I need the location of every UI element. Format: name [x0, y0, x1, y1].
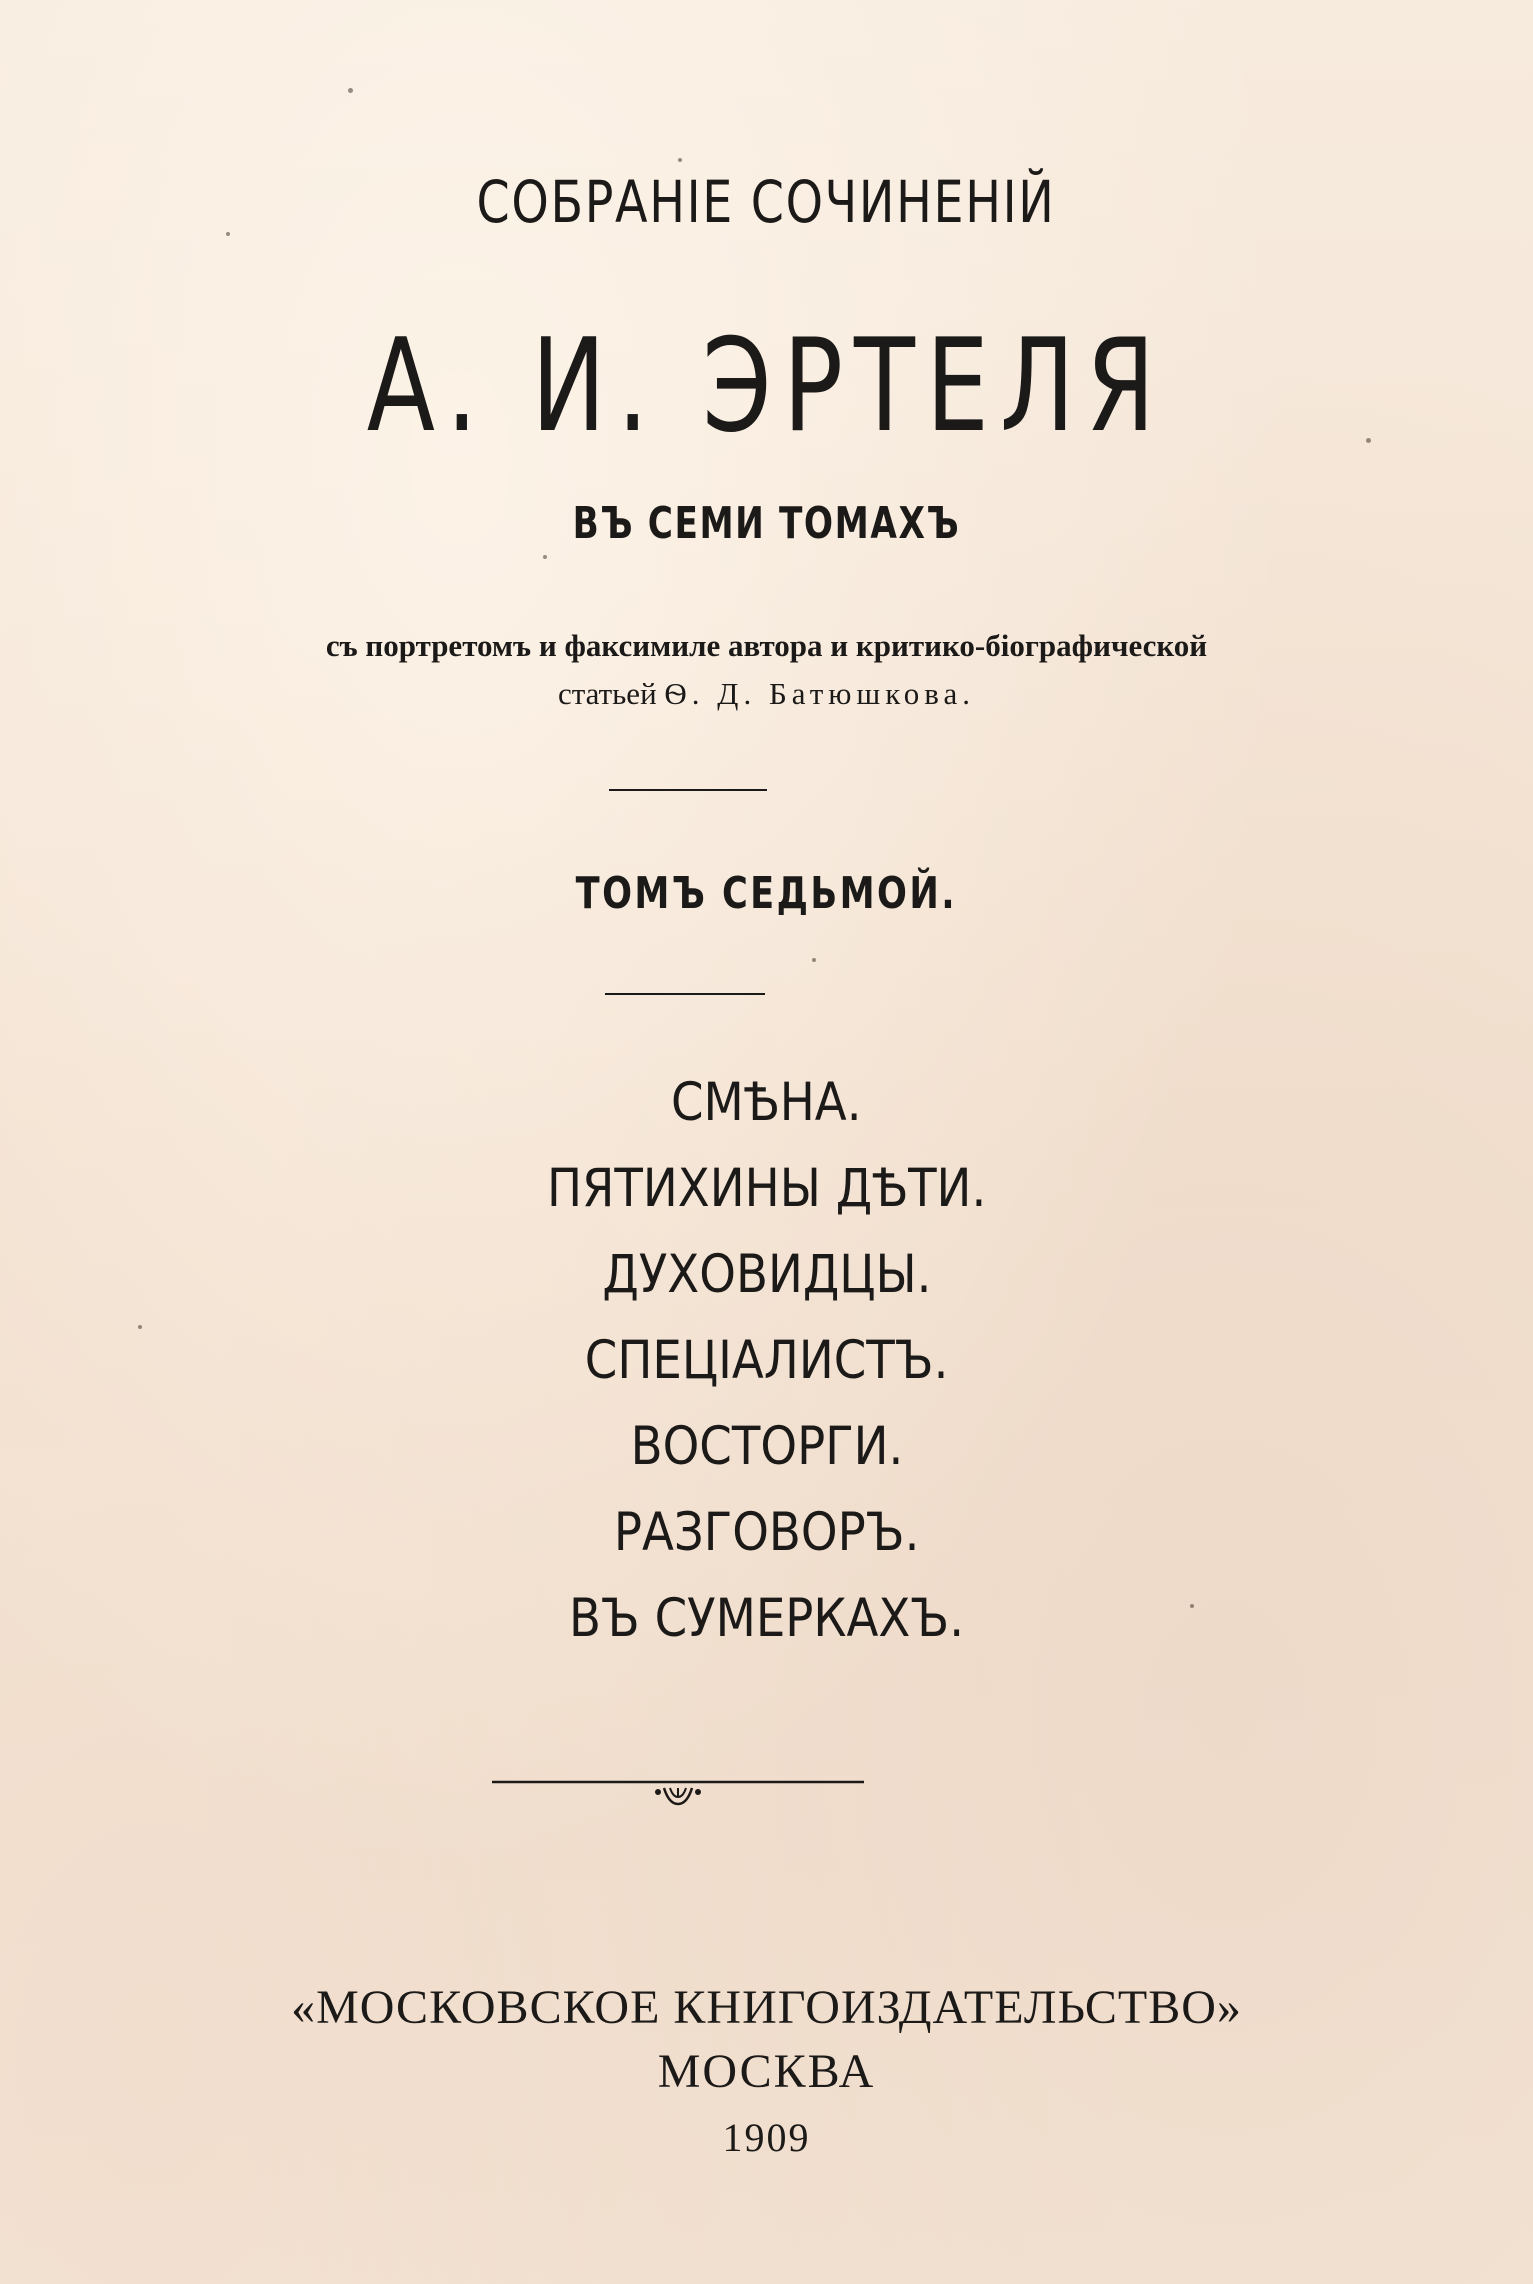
- divider-rule: [609, 789, 767, 791]
- contents-item: РАЗГОВОРЪ.: [613, 1502, 920, 1563]
- contents-item: ДУХОВИДЦЫ.: [601, 1244, 932, 1305]
- paper-speck: [812, 958, 816, 962]
- paper-speck: [678, 158, 682, 162]
- publication-city: МОСКВА: [657, 2045, 876, 2098]
- divider-rule: [605, 993, 765, 995]
- volume-label: ТОМЪ СЕДЬМОЙ.: [575, 868, 958, 919]
- paper-speck: [226, 232, 230, 236]
- contents-list: [0, 1070, 1533, 1672]
- contents-item: ВЪ СУМЕРКАХЪ.: [568, 1588, 965, 1649]
- paper-speck: [348, 88, 353, 93]
- paper-speck: [138, 1325, 142, 1329]
- publisher-name: «МОСКОВСКОЕ КНИГОИЗДАТЕЛЬСТВО»: [291, 1981, 1242, 2034]
- series-title: СОБРАНІЕ СОЧИНЕНІЙ: [477, 168, 1056, 236]
- paper-speck: [1366, 438, 1371, 443]
- publication-year: 1909: [722, 2115, 811, 2160]
- contents-item: ПЯТИХИНЫ ДѢТИ.: [546, 1158, 987, 1219]
- volumes-count: ВЪ СЕМИ ТОМАХЪ: [572, 498, 961, 549]
- subtitle-prefix: статьей: [557, 676, 665, 711]
- ornament-icon: [492, 1770, 864, 1814]
- editor-name: Ѳ. Д. Батюшкова.: [664, 676, 976, 711]
- paper-speck: [543, 555, 547, 559]
- author-name: А. И. ЭРТЕЛЯ: [366, 312, 1167, 461]
- paper-speck: [1190, 1604, 1194, 1608]
- subtitle-line-2: [0, 676, 1533, 712]
- contents-item: СПЕЦІАЛИСТЪ.: [584, 1330, 949, 1391]
- contents-item: СМѢНА.: [671, 1072, 862, 1133]
- contents-item: ВОСТОРГИ.: [630, 1416, 903, 1477]
- subtitle-line-1: съ портретомъ и факсимиле автора и критико-біографической: [325, 628, 1208, 663]
